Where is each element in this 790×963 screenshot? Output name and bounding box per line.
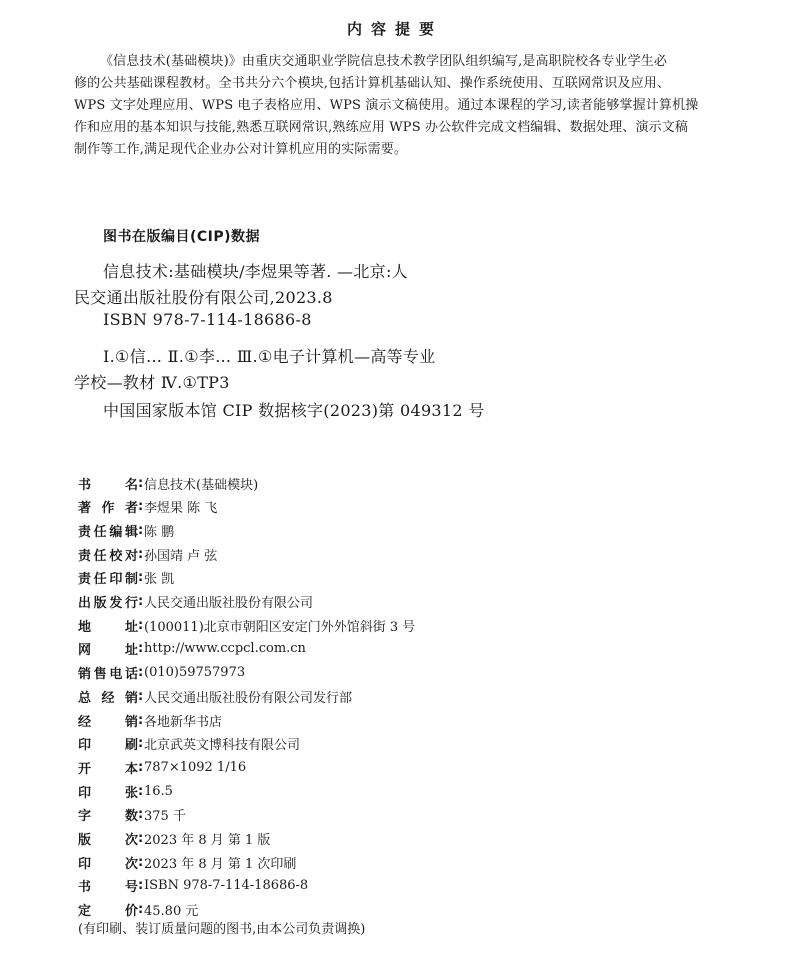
colophon-colon: : <box>138 641 144 657</box>
colophon-row <box>78 709 222 731</box>
colophon-label <box>78 782 144 801</box>
colophon-colon: : <box>138 712 144 728</box>
colophon-value: 李煜果 陈 飞 <box>144 501 218 517</box>
colophon-colon: : <box>138 736 144 752</box>
colophon-row <box>78 543 217 565</box>
colophon-value: (010)59757973 <box>144 665 246 681</box>
colophon-label <box>78 639 144 658</box>
colophon-row <box>78 756 246 778</box>
colophon-colon: : <box>138 617 144 633</box>
colophon-row <box>78 614 415 636</box>
colophon-label-text: 版 次 <box>78 833 138 848</box>
colophon-row <box>78 804 186 826</box>
colophon-label <box>78 497 144 516</box>
colophon-row <box>78 567 174 589</box>
colophon-label <box>78 663 144 682</box>
colophon-value: 2023 年 8 月 第 1 版 <box>144 833 271 848</box>
colophon-label-text: 总 经 销 <box>78 690 138 706</box>
colophon-value: 人民交通出版社股份有限公司发行部 <box>144 690 353 706</box>
cip-line: 学校—教材 Ⅳ.①TP3 <box>74 373 230 392</box>
colophon-row <box>78 780 173 802</box>
summary-line: WPS 文字处理应用、WPS 电子表格应用、WPS 演示文稿使用。通过本课程的学习,读者能够掌握计算机操 <box>74 98 699 113</box>
colophon-value: http://www.ccpcl.com.cn <box>144 641 306 657</box>
colophon-colon: : <box>138 688 144 704</box>
colophon-colon: : <box>138 902 144 918</box>
summary-line: 作和应用的基本知识与技能,熟悉互联网常识,熟练应用 WPS 办公软件完成文档编辑、数据处理、演示文稿 <box>74 120 689 135</box>
colophon-label-text: 经 销 <box>78 714 138 730</box>
colophon-label <box>78 805 144 824</box>
colophon-label-text: 销 售 电 话 <box>78 667 138 683</box>
colophon-value: 16.5 <box>144 783 173 799</box>
colophon-colon: : <box>138 831 144 846</box>
colophon-colon: : <box>138 570 144 586</box>
colophon-label-text: 责 任 编 辑 <box>78 524 138 540</box>
colophon-label-text: 书 名 <box>78 477 138 493</box>
colophon-label <box>78 592 144 611</box>
colophon-value: 张 凯 <box>144 572 175 588</box>
colophon-value: 2023 年 8 月 第 1 次印刷 <box>144 856 297 872</box>
colophon-label-text: 字 数 <box>78 809 138 825</box>
colophon-value: 45.80 元 <box>144 904 199 920</box>
colophon-row <box>78 638 306 660</box>
colophon-label-text: 书 号 <box>78 880 138 896</box>
cip-line: ISBN 978-7-114-18686-8 <box>103 310 312 329</box>
colophon-label-text: 定 价 <box>78 904 138 920</box>
colophon-row <box>78 472 258 494</box>
colophon-label <box>78 758 144 777</box>
colophon-label <box>78 545 144 564</box>
cip-line: 民交通出版社股份有限公司,2023.8 <box>74 288 333 307</box>
colophon-label-text: 出 版 发 行 <box>78 596 138 611</box>
colophon-colon: : <box>138 475 144 491</box>
cip-line: Ⅰ.①信… Ⅱ.①李… Ⅲ.①电子计算机—高等专业 <box>103 347 436 366</box>
colophon-label <box>78 474 144 493</box>
colophon-label-text: 地 址 <box>78 619 138 635</box>
colophon-row <box>78 875 308 897</box>
colophon-value: 北京武英文博科技有限公司 <box>144 738 301 754</box>
cip-line: 信息技术:基础模块/李煜果等著. —北京:人 <box>103 262 408 281</box>
summary-line: 《信息技术(基础模块)》由重庆交通职业学院信息技术教学团队组织编写,是高职院校各专业学生必 <box>100 54 668 69</box>
colophon-value: 孙国靖 卢 弦 <box>144 548 218 564</box>
colophon-colon: : <box>138 783 144 799</box>
colophon-colon: : <box>138 522 144 538</box>
colophon-label <box>78 876 144 895</box>
summary-title: 内容提要 <box>346 20 443 38</box>
colophon-colon: : <box>138 759 144 775</box>
summary-line: 制作等工作,满足现代企业办公对计算机应用的实际需要。 <box>74 142 408 157</box>
colophon-colon: : <box>138 594 144 609</box>
colophon-note: (有印刷、装订质量问题的图书,由本公司负责调换) <box>78 922 366 937</box>
colophon-label-text: 印 次 <box>78 856 138 872</box>
colophon-label <box>78 853 144 872</box>
colophon-colon: : <box>138 499 144 515</box>
colophon-label <box>78 829 144 848</box>
colophon-row <box>78 685 352 707</box>
summary-line: 修的公共基础课程教材。全书共分六个模块,包括计算机基础认知、操作系统使用、互联网常识及应用、 <box>74 76 671 91</box>
colophon-label-text: 开 本 <box>78 761 138 777</box>
colophon-row <box>78 733 300 755</box>
colophon-label <box>78 521 144 540</box>
colophon-value: 各地新华书店 <box>144 714 223 730</box>
colophon-value: 陈 鹏 <box>144 524 175 540</box>
colophon-label <box>78 734 144 753</box>
colophon-label-text: 著 作 者 <box>78 501 138 517</box>
colophon-row <box>78 519 174 541</box>
colophon-value: 信息技术(基础模块) <box>144 477 259 493</box>
colophon-colon: : <box>138 665 144 681</box>
colophon-row <box>78 591 313 613</box>
colophon-value: 787×1092 1/16 <box>144 759 247 775</box>
colophon-label <box>78 568 144 587</box>
cip-line: 中国国家版本馆 CIP 数据核字(2023)第 049312 号 <box>103 401 485 420</box>
colophon-value: ISBN 978-7-114-18686-8 <box>144 878 309 894</box>
colophon-label-text: 责 任 校 对 <box>78 548 138 564</box>
colophon-label <box>78 616 144 635</box>
colophon-label-text: 印 张 <box>78 785 138 801</box>
summary-body <box>74 51 746 161</box>
colophon-row <box>78 496 217 518</box>
colophon-value: 375 千 <box>144 809 186 825</box>
colophon-colon: : <box>138 546 144 562</box>
colophon-colon: : <box>138 854 144 870</box>
colophon-value: 人民交通出版社股份有限公司 <box>144 596 314 611</box>
colophon-label <box>78 687 144 706</box>
colophon-label-text: 网 址 <box>78 643 138 659</box>
colophon-label-text: 印 刷 <box>78 738 138 754</box>
colophon-colon: : <box>138 807 144 823</box>
colophon-label <box>78 900 144 919</box>
colophon-row <box>78 662 245 684</box>
colophon-colon: : <box>138 878 144 894</box>
colophon-label <box>78 711 144 730</box>
colophon-value: (100011)北京市朝阳区安定门外外馆斜街 3 号 <box>144 619 416 635</box>
colophon-row <box>78 828 270 850</box>
cip-heading: 图书在版编目(CIP)数据 <box>103 229 261 245</box>
colophon-label-text: 责 任 印 制 <box>78 572 138 588</box>
colophon-row <box>78 851 296 873</box>
